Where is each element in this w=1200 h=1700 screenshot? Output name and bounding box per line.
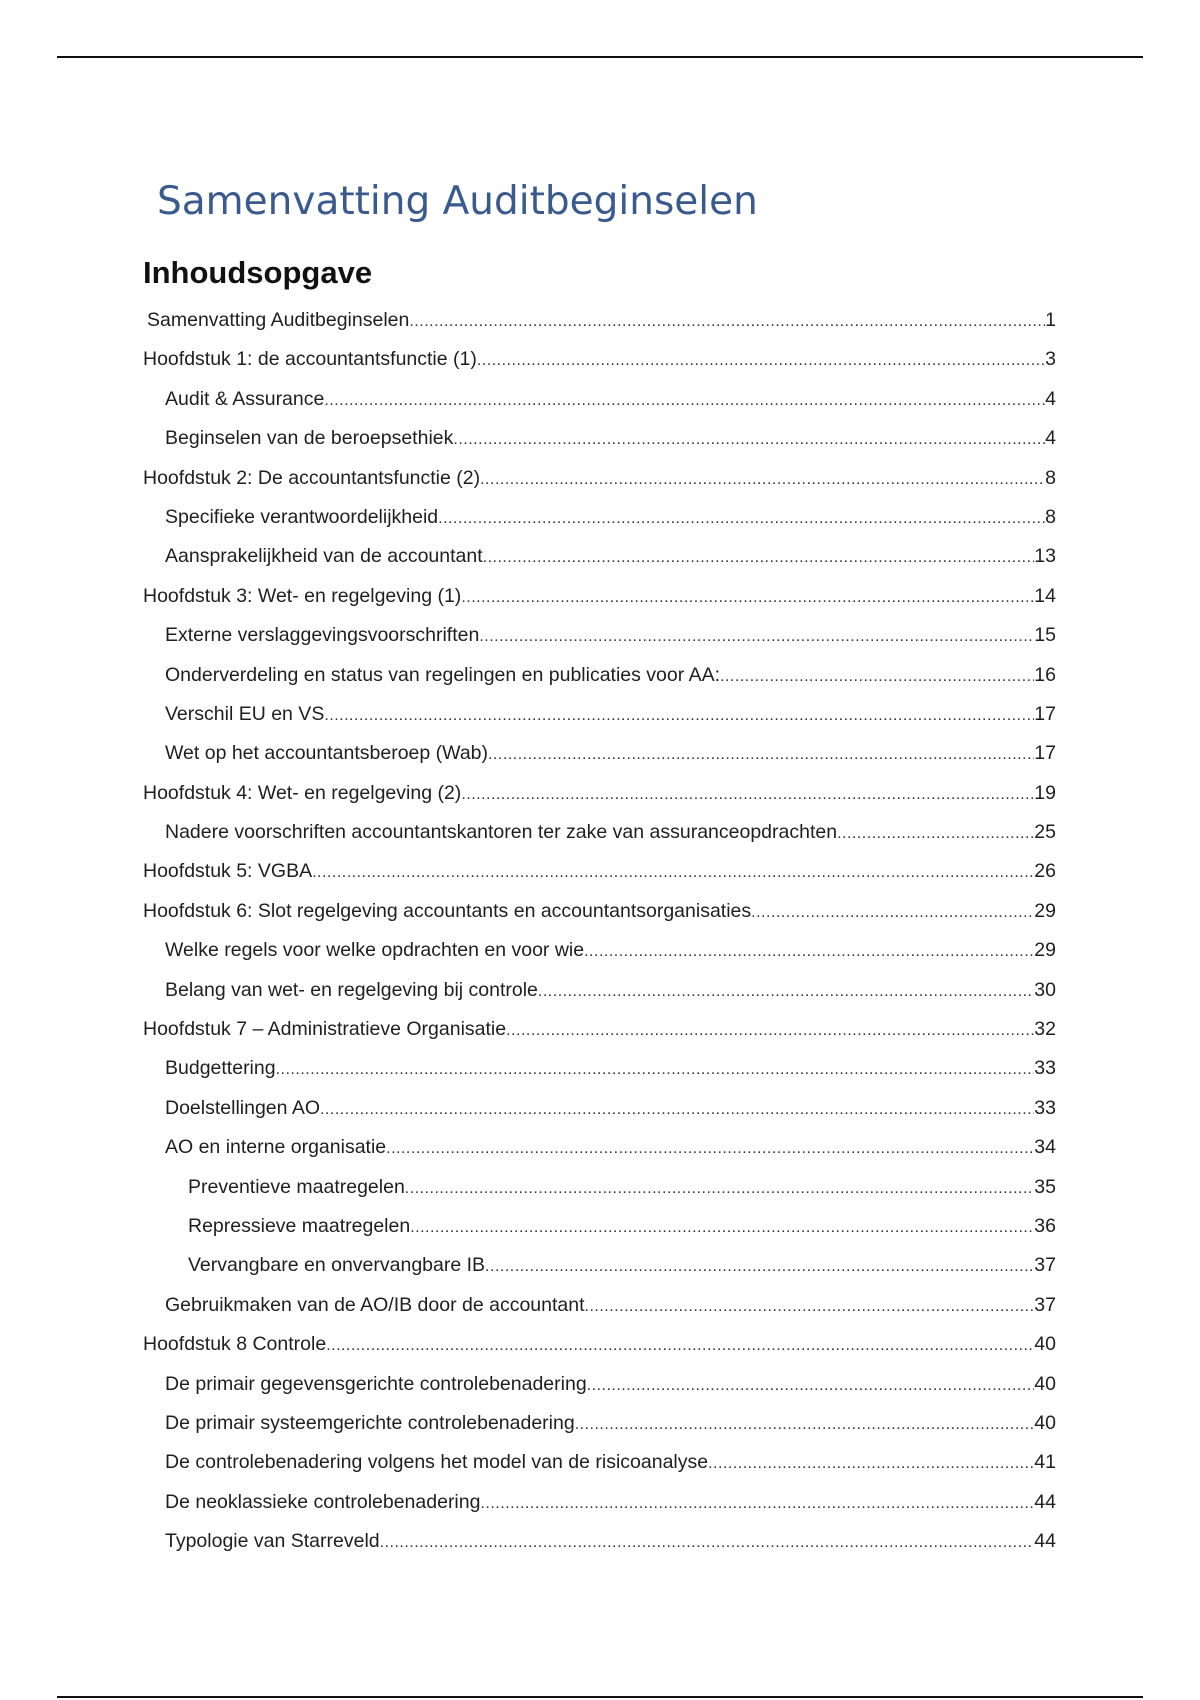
toc-entry-label: Aansprakelijkheid van de accountant (165, 545, 483, 568)
toc-entry[interactable] (143, 1246, 1056, 1285)
toc-dot-leader (386, 1129, 1034, 1168)
toc-entry-page: 25 (1034, 821, 1056, 844)
toc-entry-label: Externe verslaggevingsvoorschriften (165, 624, 480, 647)
footer-rule (57, 1696, 1143, 1698)
toc-entry-page: 29 (1034, 939, 1056, 962)
toc-entry-page: 44 (1034, 1490, 1056, 1513)
toc-entry-page: 34 (1034, 1136, 1056, 1159)
toc-entry-page: 35 (1034, 1175, 1056, 1198)
toc-dot-leader (326, 1326, 1034, 1365)
toc-dot-leader (585, 1287, 1035, 1326)
table-of-contents (143, 301, 1056, 1562)
toc-entry-label: Belang van wet- en regelgeving bij controle (165, 978, 538, 1001)
toc-entry[interactable] (143, 774, 1056, 813)
toc-dot-leader (708, 1444, 1034, 1483)
toc-entry-page: 37 (1034, 1293, 1056, 1316)
toc-entry-label: Nadere voorschriften accountantskantoren ter zake van assuranceopdrachten (165, 821, 838, 844)
toc-entry-page: 17 (1034, 702, 1056, 725)
toc-entry[interactable] (143, 1128, 1056, 1167)
toc-entry[interactable] (143, 892, 1056, 931)
toc-dot-leader (324, 696, 1034, 735)
toc-dot-leader (453, 420, 1045, 459)
toc-entry-page: 44 (1034, 1530, 1056, 1553)
toc-dot-leader (405, 1169, 1035, 1208)
toc-entry-label: Budgettering (165, 1057, 276, 1080)
toc-entry[interactable] (143, 852, 1056, 891)
toc-entry-label: De controlebenadering volgens het model van de risicoanalyse (165, 1451, 709, 1474)
toc-entry-page: 8 (1045, 466, 1056, 489)
toc-entry[interactable] (143, 1049, 1056, 1088)
toc-entry-label: Hoofdstuk 7 – Administratieve Organisatie (143, 1018, 507, 1041)
toc-entry[interactable] (143, 734, 1056, 773)
toc-entry-page: 29 (1034, 899, 1056, 922)
toc-entry-label: Welke regels voor welke opdrachten en voor wie (165, 939, 585, 962)
toc-dot-leader (483, 538, 1035, 577)
toc-entry[interactable] (143, 1365, 1056, 1404)
toc-entry[interactable] (143, 1443, 1056, 1482)
toc-entry-label: Wet op het accountantsberoep (Wab) (165, 742, 489, 765)
toc-entry[interactable] (143, 656, 1056, 695)
toc-entry-page: 4 (1045, 427, 1056, 450)
toc-entry-label: Preventieve maatregelen (188, 1175, 405, 1198)
toc-entry[interactable] (143, 931, 1056, 970)
toc-dot-leader (438, 499, 1045, 538)
toc-entry-label: Samenvatting Auditbeginselen (147, 309, 410, 331)
toc-entry[interactable] (143, 459, 1056, 498)
toc-entry-label: Hoofdstuk 8 Controle (143, 1333, 327, 1356)
toc-entry-page: 36 (1034, 1214, 1056, 1237)
toc-entry[interactable] (143, 1168, 1056, 1207)
toc-entry[interactable] (143, 1404, 1056, 1443)
toc-entry-page: 17 (1034, 742, 1056, 765)
toc-entry-page: 3 (1045, 348, 1056, 371)
toc-entry-label: Hoofdstuk 5: VGBA (143, 860, 313, 883)
toc-entry-label: De primair systeemgerichte controlebenadering (165, 1411, 575, 1434)
toc-dot-leader (461, 775, 1034, 814)
toc-entry[interactable] (143, 616, 1056, 655)
toc-entry-label: Specifieke verantwoordelijkheid (165, 505, 439, 528)
toc-entry-page: 4 (1045, 387, 1056, 410)
toc-dot-leader (477, 341, 1045, 380)
toc-heading: Inhoudsopgave (143, 255, 373, 290)
toc-dot-leader (480, 1484, 1034, 1523)
toc-dot-leader (461, 578, 1034, 617)
toc-dot-leader (320, 1090, 1034, 1129)
toc-dot-leader (488, 735, 1034, 774)
toc-entry-page: 14 (1034, 584, 1056, 607)
toc-dot-leader (584, 932, 1034, 971)
toc-entry-label: Onderverdeling en status van regelingen en publicaties voor AA: (165, 663, 721, 686)
toc-entry-label: Hoofdstuk 4: Wet- en regelgeving (2) (143, 781, 462, 804)
toc-entry[interactable] (143, 419, 1056, 458)
toc-entry-page: 26 (1034, 860, 1056, 883)
toc-entry-label: AO en interne organisatie (165, 1136, 387, 1159)
toc-entry-page: 19 (1034, 781, 1056, 804)
toc-entry[interactable] (143, 813, 1056, 852)
toc-entry[interactable] (143, 1089, 1056, 1128)
toc-entry-label: Repressieve maatregelen (188, 1214, 411, 1237)
toc-entry-page: 8 (1045, 505, 1056, 528)
toc-entry-label: Beginselen van de beroepsethiek (165, 427, 454, 450)
toc-entry[interactable] (143, 380, 1056, 419)
toc-dot-leader (538, 972, 1034, 1011)
toc-entry[interactable] (143, 537, 1056, 576)
toc-entry-page: 13 (1034, 545, 1056, 568)
toc-entry[interactable] (143, 971, 1056, 1010)
toc-dot-leader (587, 1366, 1035, 1405)
toc-dot-leader (506, 1011, 1034, 1050)
toc-entry[interactable] (143, 301, 1056, 340)
toc-entry-page: 30 (1034, 978, 1056, 1001)
toc-entry[interactable] (143, 1325, 1056, 1364)
toc-entry[interactable] (143, 1522, 1056, 1561)
toc-dot-leader (324, 381, 1045, 420)
toc-entry[interactable] (143, 1207, 1056, 1246)
toc-dot-leader (575, 1405, 1035, 1444)
toc-entry-label: Hoofdstuk 3: Wet- en regelgeving (1) (143, 584, 462, 607)
toc-entry-page: 32 (1034, 1018, 1056, 1041)
toc-entry-label: Typologie van Starreveld (165, 1530, 380, 1553)
toc-entry[interactable] (143, 1010, 1056, 1049)
toc-dot-leader (720, 657, 1034, 696)
toc-entry-label: De neoklassieke controlebenadering (165, 1490, 481, 1513)
toc-entry-label: Doelstellingen AO (165, 1096, 321, 1119)
toc-entry[interactable] (143, 1286, 1056, 1325)
header-rule (57, 56, 1143, 58)
toc-dot-leader (479, 617, 1034, 656)
toc-entry[interactable] (143, 340, 1056, 379)
toc-entry-label: Hoofdstuk 6: Slot regelgeving accountants en accountantsorganisaties (143, 899, 752, 922)
toc-entry-label: Hoofdstuk 2: De accountantsfunctie (2) (143, 466, 481, 489)
toc-entry-page: 40 (1034, 1372, 1056, 1395)
toc-entry[interactable] (143, 498, 1056, 537)
toc-dot-leader (276, 1050, 1035, 1089)
toc-dot-leader (751, 893, 1034, 932)
toc-entry-page: 41 (1034, 1451, 1056, 1474)
toc-dot-leader (380, 1523, 1035, 1562)
toc-dot-leader (837, 814, 1034, 853)
toc-entry-page: 33 (1034, 1057, 1056, 1080)
toc-entry-page: 40 (1034, 1333, 1056, 1356)
toc-entry-page: 16 (1034, 663, 1056, 686)
toc-dot-leader (312, 853, 1034, 892)
toc-entry-page: 33 (1034, 1096, 1056, 1119)
document-title: Samenvatting Auditbeginselen (157, 179, 758, 224)
toc-entry-label: Verschil EU en VS (165, 702, 325, 725)
toc-entry-label: Vervangbare en onvervangbare IB (188, 1254, 486, 1277)
toc-entry-label: Hoofdstuk 1: de accountantsfunctie (1) (143, 348, 477, 371)
toc-entry-page: 40 (1034, 1411, 1056, 1434)
toc-dot-leader (410, 1208, 1034, 1247)
toc-dot-leader (409, 302, 1045, 341)
toc-entry-page: 1 (1045, 309, 1056, 331)
toc-entry-label: Audit & Assurance (165, 387, 325, 410)
toc-entry-page: 15 (1034, 624, 1056, 647)
toc-dot-leader (480, 460, 1045, 499)
toc-entry-page: 37 (1034, 1254, 1056, 1277)
toc-dot-leader (485, 1247, 1034, 1286)
toc-entry[interactable] (143, 577, 1056, 616)
toc-entry-label: Gebruikmaken van de AO/IB door de accountant (165, 1293, 585, 1316)
toc-entry[interactable] (143, 1483, 1056, 1522)
toc-entry-label: De primair gegevensgerichte controlebenadering (165, 1372, 587, 1395)
toc-entry[interactable] (143, 695, 1056, 734)
